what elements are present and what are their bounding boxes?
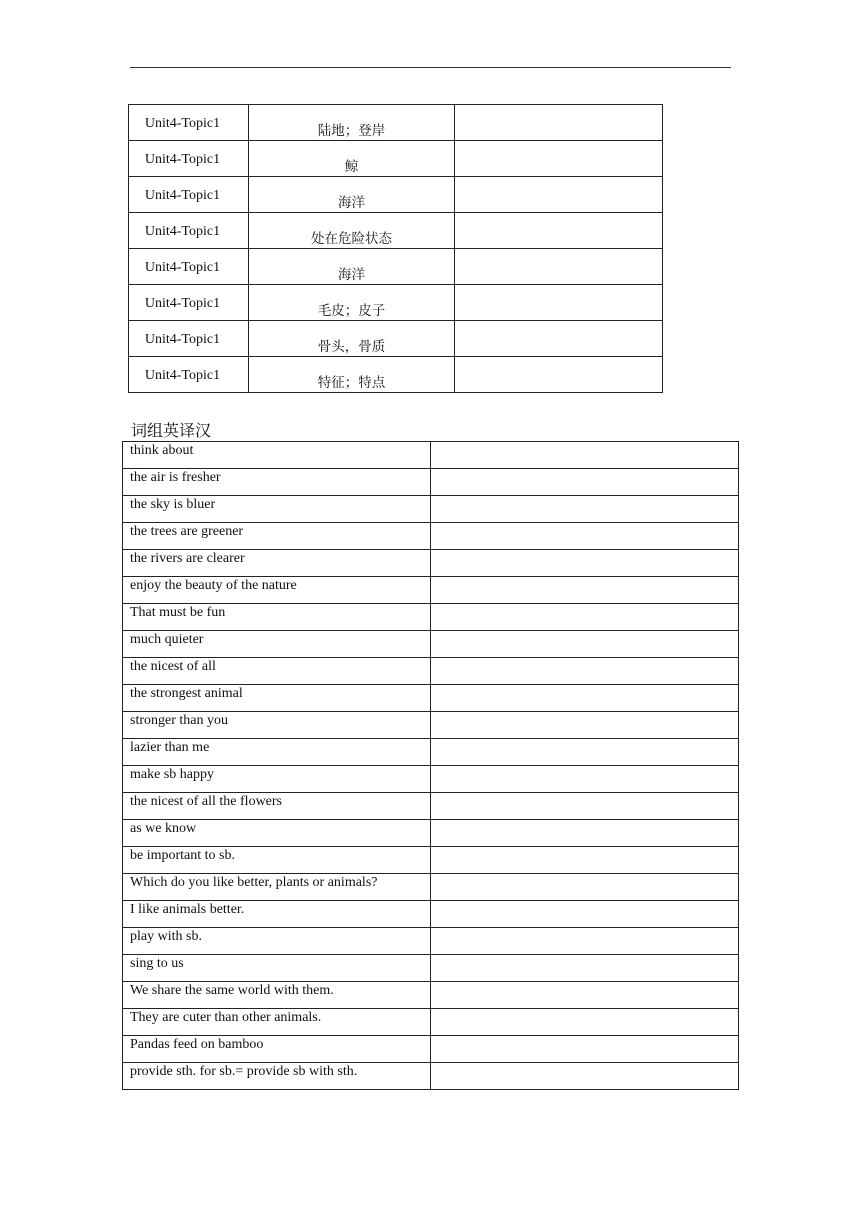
vocab-row [129,285,663,321]
vocab-table [128,104,663,393]
vocab-answer-cell[interactable] [455,285,663,321]
phrase-answer-cell[interactable] [431,874,739,901]
phrase-row [123,874,739,901]
phrase-row [123,631,739,658]
vocab-chinese-cell: 处在危险状态 [249,213,455,249]
phrase-english-cell: Pandas feed on bamboo [123,1036,431,1063]
phrase-answer-cell[interactable] [431,442,739,469]
vocab-unit-cell: Unit4-Topic1 [129,249,249,285]
vocab-row [129,177,663,213]
phrase-english-cell: That must be fun [123,604,431,631]
vocab-answer-cell[interactable] [455,249,663,285]
phrase-answer-cell[interactable] [431,712,739,739]
vocab-answer-cell[interactable] [455,141,663,177]
phrase-english-cell: We share the same world with them. [123,982,431,1009]
phrase-english-cell: They are cuter than other animals. [123,1009,431,1036]
phrase-row [123,604,739,631]
vocab-unit-cell: Unit4-Topic1 [129,213,249,249]
phrase-row [123,820,739,847]
phrase-english-cell: the nicest of all [123,658,431,685]
phrase-english-cell: the air is fresher [123,469,431,496]
vocab-chinese-cell: 陆地；登岸 [249,105,455,141]
phrase-english-cell: much quieter [123,631,431,658]
phrase-row [123,1063,739,1090]
phrase-english-cell: make sb happy [123,766,431,793]
vocab-unit-cell: Unit4-Topic1 [129,357,249,393]
phrase-row [123,766,739,793]
phrase-english-cell: the nicest of all the flowers [123,793,431,820]
phrase-answer-cell[interactable] [431,685,739,712]
phrase-row [123,1036,739,1063]
phrase-row [123,442,739,469]
phrase-answer-cell[interactable] [431,604,739,631]
phrase-row [123,658,739,685]
phrase-answer-cell[interactable] [431,631,739,658]
phrase-answer-cell[interactable] [431,766,739,793]
vocab-row [129,141,663,177]
phrase-row [123,901,739,928]
header-rule [130,67,731,68]
phrase-english-cell: lazier than me [123,739,431,766]
phrase-english-cell: Which do you like better, plants or animals? [123,874,431,901]
phrase-answer-cell[interactable] [431,496,739,523]
phrase-table [122,441,739,1090]
phrase-answer-cell[interactable] [431,577,739,604]
phrase-english-cell: enjoy the beauty of the nature [123,577,431,604]
vocab-answer-cell[interactable] [455,213,663,249]
phrase-row [123,496,739,523]
phrase-row [123,847,739,874]
vocab-row [129,357,663,393]
vocab-chinese-cell: 毛皮；皮子 [249,285,455,321]
phrase-answer-cell[interactable] [431,982,739,1009]
phrase-english-cell: stronger than you [123,712,431,739]
phrase-answer-cell[interactable] [431,523,739,550]
phrase-answer-cell[interactable] [431,928,739,955]
phrase-row [123,982,739,1009]
phrase-row [123,712,739,739]
phrase-english-cell: be important to sb. [123,847,431,874]
phrase-english-cell: as we know [123,820,431,847]
phrase-row [123,577,739,604]
phrase-answer-cell[interactable] [431,820,739,847]
phrase-row [123,1009,739,1036]
phrase-answer-cell[interactable] [431,1063,739,1090]
phrase-section-title: 词组英译汉 [131,421,212,440]
phrase-answer-cell[interactable] [431,1009,739,1036]
vocab-answer-cell[interactable] [455,357,663,393]
vocab-unit-cell: Unit4-Topic1 [129,141,249,177]
vocab-unit-cell: Unit4-Topic1 [129,285,249,321]
phrase-answer-cell[interactable] [431,739,739,766]
vocab-answer-cell[interactable] [455,321,663,357]
phrase-english-cell: I like animals better. [123,901,431,928]
phrase-english-cell: provide sth. for sb.= provide sb with sth. [123,1063,431,1090]
vocab-chinese-cell: 海洋 [249,177,455,213]
phrase-answer-cell[interactable] [431,901,739,928]
vocab-unit-cell: Unit4-Topic1 [129,177,249,213]
phrase-answer-cell[interactable] [431,793,739,820]
phrase-english-cell: play with sb. [123,928,431,955]
phrase-answer-cell[interactable] [431,658,739,685]
phrase-english-cell: the strongest animal [123,685,431,712]
phrase-answer-cell[interactable] [431,1036,739,1063]
vocab-chinese-cell: 鲸 [249,141,455,177]
vocab-unit-cell: Unit4-Topic1 [129,321,249,357]
vocab-chinese-cell: 特征；特点 [249,357,455,393]
phrase-row [123,550,739,577]
phrase-answer-cell[interactable] [431,955,739,982]
phrase-row [123,739,739,766]
phrase-answer-cell[interactable] [431,847,739,874]
phrase-row [123,523,739,550]
vocab-answer-cell[interactable] [455,105,663,141]
vocab-answer-cell[interactable] [455,177,663,213]
phrase-table-body [123,442,739,1090]
vocab-row [129,249,663,285]
phrase-answer-cell[interactable] [431,469,739,496]
vocab-row [129,105,663,141]
phrase-row [123,928,739,955]
phrase-english-cell: the sky is bluer [123,496,431,523]
vocab-unit-cell: Unit4-Topic1 [129,105,249,141]
phrase-english-cell: think about [123,442,431,469]
phrase-english-cell: the trees are greener [123,523,431,550]
phrase-row [123,793,739,820]
phrase-english-cell: sing to us [123,955,431,982]
vocab-chinese-cell: 海洋 [249,249,455,285]
vocab-row [129,321,663,357]
phrase-row [123,955,739,982]
vocab-row [129,213,663,249]
phrase-row [123,469,739,496]
phrase-row [123,685,739,712]
vocab-chinese-cell: 骨头，骨质 [249,321,455,357]
phrase-english-cell: the rivers are clearer [123,550,431,577]
vocab-table-body [129,105,663,393]
phrase-answer-cell[interactable] [431,550,739,577]
